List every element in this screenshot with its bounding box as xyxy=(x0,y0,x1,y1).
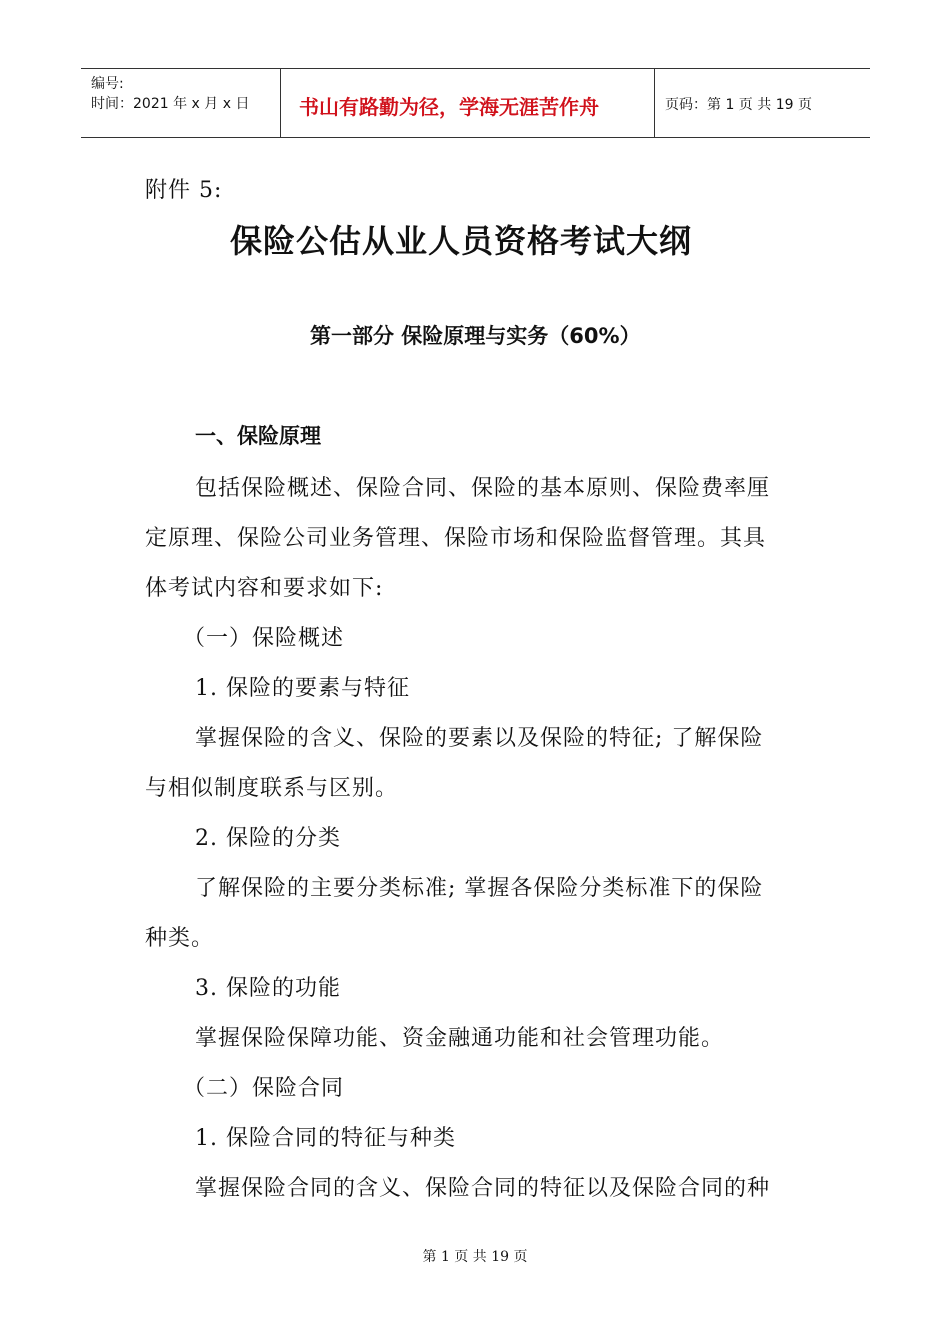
header-page-number: 页码：第 1 页 共 19 页 xyxy=(665,97,812,113)
page-footer: 第 1 页 共 19 页 xyxy=(422,1249,528,1265)
header-info-cell xyxy=(81,69,281,137)
header-table xyxy=(81,68,870,138)
body-line: 种类。 xyxy=(145,926,215,951)
header-motto-cell xyxy=(281,69,655,137)
body-line: 与相似制度联系与区别。 xyxy=(145,776,399,801)
subsection-heading: （一）保险概述 xyxy=(183,626,345,651)
body-line: 掌握保险保障功能、资金融通功能和社会管理功能。 xyxy=(195,1026,725,1051)
body-line: 掌握保险合同的含义、保险合同的特征以及保险合同的种 xyxy=(195,1176,771,1201)
item-heading: 3. 保险的功能 xyxy=(195,976,341,1001)
body-line: 包括保险概述、保险合同、保险的基本原则、保险费率厘 xyxy=(195,476,771,501)
header-motto: 书山有路勤为径，学海无涯苦作舟 xyxy=(299,95,599,119)
body-line: 体考试内容和要求如下: xyxy=(145,576,384,601)
item-heading: 1. 保险的要素与特征 xyxy=(195,676,410,701)
attachment-label: 附件 5: xyxy=(145,178,223,203)
body-line: 定原理、保险公司业务管理、保险市场和保险监督管理。其具 xyxy=(145,526,767,551)
document-title: 保险公估从业人员资格考试大纲 xyxy=(230,222,693,260)
document-date-label: 时间：2021 年 x 月 x 日 xyxy=(91,96,250,112)
document-number-label: 编号: xyxy=(91,76,124,92)
subsection-heading: （二）保险合同 xyxy=(183,1076,345,1101)
item-heading: 2. 保险的分类 xyxy=(195,826,341,851)
body-line: 了解保险的主要分类标准; 掌握各保险分类标准下的保险 xyxy=(195,876,764,901)
body-line: 掌握保险的含义、保险的要素以及保险的特征; 了解保险 xyxy=(195,726,764,751)
part-heading: 第一部分 保险原理与实务（60%） xyxy=(310,324,641,348)
item-heading: 1. 保险合同的特征与种类 xyxy=(195,1126,456,1151)
section-heading: 一、保险原理 xyxy=(195,424,321,448)
header-page-cell xyxy=(655,69,870,137)
